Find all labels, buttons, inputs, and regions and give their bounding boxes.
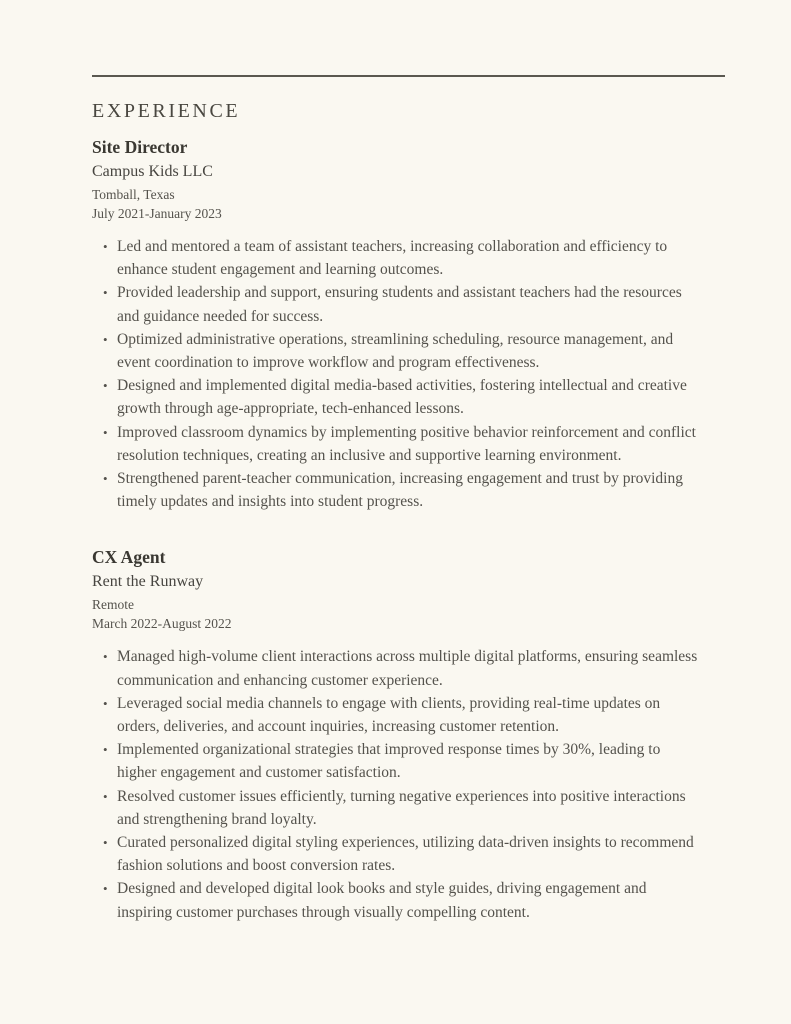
job-bullets bbox=[92, 645, 702, 923]
job-company: Rent the Runway bbox=[92, 573, 204, 591]
job-bullets bbox=[92, 235, 702, 513]
bullet-item: • Managed high-volume client interactions across multiple digital platforms, ensuring seamless communication and enhancing customer experience. bbox=[92, 645, 702, 691]
bullet-item: • Leveraged social media channels to engage with clients, providing real-time updates on orders, deliveries, and account inquiries, increasing customer retention. bbox=[92, 692, 702, 738]
job-entry bbox=[92, 136, 725, 513]
bullet-item: • Optimized administrative operations, streamlining scheduling, resource management, and event coordination to improve workflow and program effectiveness. bbox=[92, 328, 702, 374]
bullet-item: • Designed and implemented digital media-based activities, fostering intellectual and creative growth through age-appropriate, tech-enhanced lessons. bbox=[92, 374, 702, 420]
job-location: Remote bbox=[92, 597, 134, 613]
bullet-item: • Resolved customer issues efficiently, turning negative experiences into positive interactions and strengthening brand loyalty. bbox=[92, 785, 702, 831]
job-dates: July 2021-January 2023 bbox=[92, 206, 222, 221]
job-title: Site Director bbox=[92, 137, 188, 157]
section-title-experience: EXPERIENCE bbox=[92, 100, 241, 122]
job-title: CX Agent bbox=[92, 547, 166, 568]
experience-section bbox=[92, 0, 725, 924]
bullet-item: • Provided leadership and support, ensuring students and assistant teachers had the resources and guidance needed for success. bbox=[92, 281, 702, 327]
bullet-item: • Strengthened parent-teacher communication, increasing engagement and trust by providing timely updates and insights into student progress. bbox=[92, 467, 702, 513]
bullet-item: • Curated personalized digital styling experiences, utilizing data-driven insights to recommend fashion solutions and boost conversion rates. bbox=[92, 831, 702, 877]
top-divider bbox=[92, 75, 725, 77]
job-company: Campus Kids LLC bbox=[92, 163, 213, 180]
job-entry bbox=[92, 546, 725, 923]
job-dates: March 2022-August 2022 bbox=[92, 616, 232, 632]
bullet-item: • Led and mentored a team of assistant teachers, increasing collaboration and efficiency to enhance student engagement and learning outcomes. bbox=[92, 235, 702, 281]
bullet-item: • Implemented organizational strategies that improved response times by 30%, leading to higher engagement and customer satisfaction. bbox=[92, 738, 702, 784]
bullet-item: • Designed and developed digital look books and style guides, driving engagement and inspiring customer purchases through visually compelling content. bbox=[92, 877, 702, 923]
bullet-item: • Improved classroom dynamics by implementing positive behavior reinforcement and conflict resolution techniques, creating an inclusive and supportive learning environment. bbox=[92, 421, 702, 467]
job-location: Tomball, Texas bbox=[92, 187, 175, 202]
